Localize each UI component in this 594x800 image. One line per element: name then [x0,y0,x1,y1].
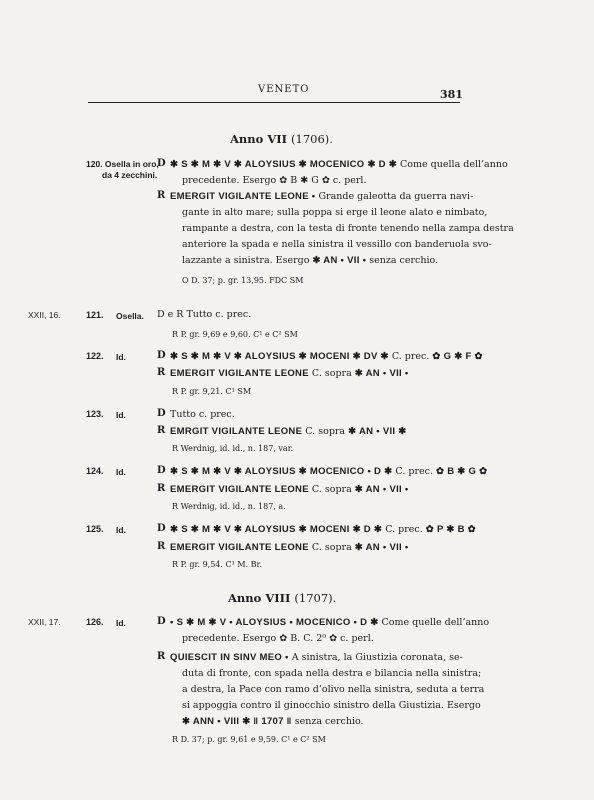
reverse-line [170,426,407,437]
reverse-note: C. sopra [311,484,352,495]
entry-metal: Id. [116,352,126,362]
obverse-line: Tutto c. prec. [170,409,235,420]
reference-line: O D. 37; p. gr. 13,95. FDC SM [182,276,304,285]
obverse-legend: ✱ S ✱ M ✱ V ✱ ALOYSIUS ✱ MOCENI ✱ D ✱ [170,524,383,535]
reverse-year-legend: ✱ AN • VII ✱ [348,426,407,437]
obverse-line [170,524,476,535]
reverse-mark: R [157,651,166,662]
obverse-note: C. prec. [385,524,423,535]
reverse-mark: R [157,425,166,436]
mint-marks: ✿ P ✱ B ✿ [425,524,476,535]
obverse-note: C. prec. [391,351,430,362]
obverse-line [170,466,487,477]
reverse-description-line: a destra, la Pace con ramo d’olivo nella sinistra, seduta a terra [182,684,485,695]
obverse-mark: D [157,158,166,169]
obverse-mark: D [157,350,166,361]
reference-line: R P. gr. 9,69 e 9,60. C¹ e C² SM [172,330,298,339]
entry-number: 123. [86,409,104,419]
reverse-legend: QUIESCIT IN SINV MEO • [170,652,289,663]
reverse-note: C. sopra [311,368,352,379]
entry-metal: Id. [116,618,126,628]
header-rule [88,102,460,103]
exergue-legend: ✱ ANN • VIII ✱ ‖ 1707 ‖ [182,716,292,727]
obverse-legend: ✱ S ✱ M ✱ V ✱ ALOYSIUS ✱ MOCENICO • D ✱ [170,466,393,477]
reference-line: R D. 37; p. gr. 9,61 e 9,59. C¹ e C² SM [172,735,326,744]
obverse-exergue: precedente. Esergo ✿ B. C. 2⁰ ✿ c. perl. [182,633,374,644]
obverse-description: Come quelle dell’anno [381,617,490,628]
reverse-legend-line [170,652,463,663]
exergue-legend: ✱ AN • VII • [312,255,367,266]
reverse-year-legend: ✱ AN • VII • [354,484,409,495]
reverse-note: C. sopra [305,426,346,437]
reverse-description: A sinistra, la Giustizia coronata, se- [291,652,463,663]
year-heading-vii [230,132,333,146]
entry-metal: Id. [116,410,126,420]
entry-metal: da 4 zecchini. [102,170,158,180]
reference-line: R P. gr. 9,54. C¹ M. Br. [172,560,262,569]
entry-metal: Osella. [116,311,144,321]
entry-number: 124. [86,466,104,476]
entry-metal: Id. [116,467,126,477]
reverse-line [170,368,409,379]
reverse-mark: R [157,190,166,201]
reverse-legend-line [170,191,473,202]
exergue-note: senza cerchio. [294,716,364,727]
reverse-year-legend: ✱ AN • VII • [354,542,409,553]
running-header: VENETO [258,84,310,95]
obverse-mark: D [157,465,166,476]
reverse-mark: R [157,483,166,494]
reverse-mark: R [157,367,166,378]
obverse-note: C. prec. [395,466,433,477]
entry-text: D e R Tutto c. prec. [157,309,252,320]
obverse-line [170,617,489,628]
reverse-description-line [182,255,438,266]
obverse-description: Come quella dell’anno [400,159,508,170]
reverse-line [170,484,409,495]
year-heading-label: Anno VIII [228,591,291,605]
plate-reference: XXII, 17. [28,617,61,627]
year-heading-year: (1707). [294,591,337,605]
obverse-mark: D [157,408,166,419]
reverse-line [170,542,409,553]
obverse-exergue: precedente. Esergo ✿ B ✱ G ✿ c. perl. [182,175,367,186]
obverse-legend: ✱ S ✱ M ✱ V ✱ ALOYSIUS ✱ MOCENICO ✱ D ✱ [170,159,397,170]
reverse-description-line: gante in alto mare; sulla poppa si erge il leone alato e nimbato, [182,207,488,218]
entry-number: 120. Osella in oro, [86,159,159,169]
obverse-legend-line [170,159,508,170]
reverse-note: C. sopra [311,542,352,553]
reverse-legend: EMERGIT VIGILANTE LEONE [170,542,309,553]
entry-number: 121. [86,310,104,320]
obverse-line [170,351,483,362]
reverse-legend: EMERGIT VIGILANTE LEONE • [170,191,316,202]
reverse-year-legend: ✱ AN • VII • [354,368,409,379]
reverse-description: Grande galeotta da guerra navi- [318,191,474,202]
entry-number: 126. [86,617,104,627]
obverse-legend: • S ✱ M ✱ V • ALOYSIUS • MOCENICO • D ✱ [170,617,379,628]
reference-line: R Werdnig, id. id., n. 187, var. [172,444,294,453]
reverse-description-line: rampante a destra, con la testa di fronte tenendo nella zampa destra [182,223,514,234]
exergue-label: lazzante a sinistra. Esergo [182,255,310,266]
mint-marks: ✿ B ✱ G ✿ [436,466,488,477]
entry-number: 122. [86,351,104,361]
year-heading-label: Anno VII [230,132,288,146]
reverse-description-line: anteriore la spada e nella sinistra il vessillo con banderuola svo- [182,239,492,250]
reference-line: R Werdnig, id. id., n. 187, a. [172,502,286,511]
reverse-exergue-line [182,716,364,727]
entry-number: 125. [86,524,104,534]
page-number: 381 [440,88,463,101]
plate-reference: XXII, 16. [28,310,61,320]
reverse-mark: R [157,541,166,552]
reverse-legend: EMRGIT VIGILANTE LEONE [170,426,303,437]
year-heading-year: (1706). [291,132,333,146]
mint-marks: ✿ G ✱ F ✿ [432,351,483,362]
obverse-legend: ✱ S ✱ M ✱ V ✱ ALOYSIUS ✱ MOCENI ✱ DV ✱ [170,351,389,362]
reverse-description-line: duta di fronte, con spada nella destra e bilancia nella sinistra; [182,668,482,679]
exergue-note: senza cerchio. [369,255,439,266]
obverse-mark: D [157,523,166,534]
entry-metal: Id. [116,525,126,535]
reverse-legend: EMERGIT VIGILANTE LEONE [170,368,309,379]
reference-line: R P. gr. 9,21. C¹ SM [172,387,252,396]
reverse-legend: EMERGIT VIGILANTE LEONE [170,484,309,495]
reverse-description-line: si appoggia contro il ginocchio sinistro della Giustizia. Esergo [182,700,481,711]
obverse-mark: D [157,616,166,627]
year-heading-viii [228,591,336,605]
